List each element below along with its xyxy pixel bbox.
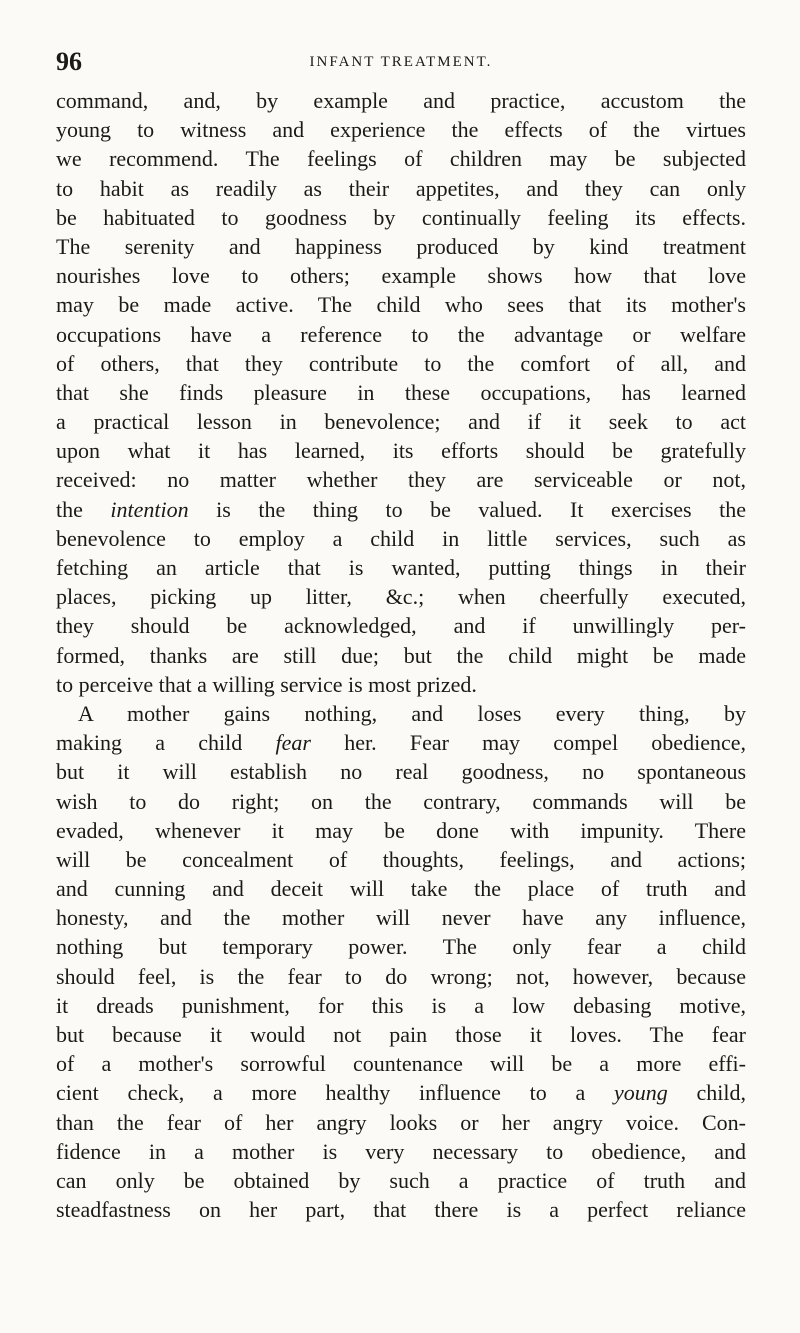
line-segment: child, — [667, 1080, 746, 1106]
text-line: young to witness and experience the effects of the virtues — [56, 117, 746, 143]
text-line: may be made active. The child who sees that its mother's — [56, 292, 746, 318]
text-line: upon what it has learned, its efforts should be gratefully — [56, 438, 746, 464]
text-line: it dreads punishment, for this is a low debasing motive, — [56, 992, 746, 1018]
page-header — [56, 48, 746, 76]
text-line-italic — [56, 495, 746, 524]
text-line: but it will establish no real goodness, no spontaneous — [56, 759, 746, 785]
italic-word: young — [613, 1080, 668, 1106]
text-line: we recommend. The feelings of children may be subjected — [56, 146, 746, 172]
line-segment: the — [56, 496, 111, 522]
text-line: that she finds pleasure in these occupations, has learned — [56, 379, 746, 405]
text-line: will be concealment of thoughts, feelings, and actions; — [56, 846, 746, 872]
text-line-italic — [56, 1078, 746, 1107]
text-line: The serenity and happiness produced by kind treatment — [56, 233, 746, 259]
text-line: of others, that they contribute to the comfort of all, and — [56, 350, 746, 376]
text-line: of a mother's sorrowful countenance will be a more effi- — [56, 1051, 746, 1077]
text-line: honesty, and the mother will never have any influence, — [56, 905, 746, 931]
text-line: places, picking up litter, &c.; when cheerfully executed, — [56, 584, 746, 610]
text-line: wish to do right; on the contrary, commands will be — [56, 788, 746, 814]
text-line: but because it would not pain those it loves. The fear — [56, 1022, 746, 1047]
text-line: formed, thanks are still due; but the child might be made — [56, 642, 746, 668]
text-line: than the fear of her angry looks or her angry voice. Con- — [56, 1109, 746, 1135]
body-text — [56, 86, 746, 1224]
text-line: to habit as readily as their appetites, and they can only — [56, 175, 746, 201]
text-line-paragraph-end: to perceive that a willing service is most prized. — [56, 671, 477, 697]
text-line: they should be acknowledged, and if unwillingly per- — [56, 613, 746, 639]
line-segment: making a child — [56, 730, 276, 756]
text-line-paragraph-start: A mother gains nothing, and loses every thing, by — [78, 700, 746, 726]
running-head: INFANT TREATMENT. — [309, 54, 493, 70]
text-line-italic — [56, 728, 746, 757]
text-line: nourishes love to others; example shows how that love — [56, 263, 746, 289]
italic-word: intention — [110, 496, 189, 522]
page-number: 96 — [56, 47, 82, 76]
text-line: received: no matter whether they are serviceable or not, — [56, 467, 746, 493]
italic-word: fear — [275, 730, 311, 756]
line-segment: is the thing to be valued. It exercises the — [188, 496, 746, 522]
text-line: be habituated to goodness by continually feeling its effects. — [56, 204, 746, 230]
text-line: command, and, by example and practice, accustom the — [56, 88, 746, 113]
text-line: can only be obtained by such a practice of truth and — [56, 1167, 746, 1193]
text-line: a practical lesson in benevolence; and if it seek to act — [56, 409, 746, 435]
text-line: fidence in a mother is very necessary to obedience, and — [56, 1138, 746, 1164]
text-line: benevolence to employ a child in little services, such as — [56, 525, 746, 551]
text-line: occupations have a reference to the advantage or welfare — [56, 321, 746, 347]
line-segment: her. Fear may compel obedience, — [310, 730, 746, 756]
text-line: fetching an article that is wanted, putting things in their — [56, 555, 746, 580]
line-segment: cient check, a more healthy influence to a — [56, 1080, 614, 1106]
text-line: evaded, whenever it may be done with impunity. There — [56, 817, 746, 843]
text-line: steadfastness on her part, that there is a perfect reliance — [56, 1197, 746, 1223]
text-line: and cunning and deceit will take the place of truth and — [56, 876, 746, 902]
text-line: nothing but temporary power. The only fear a child — [56, 934, 746, 960]
text-line: should feel, is the fear to do wrong; not, however, because — [56, 963, 746, 989]
